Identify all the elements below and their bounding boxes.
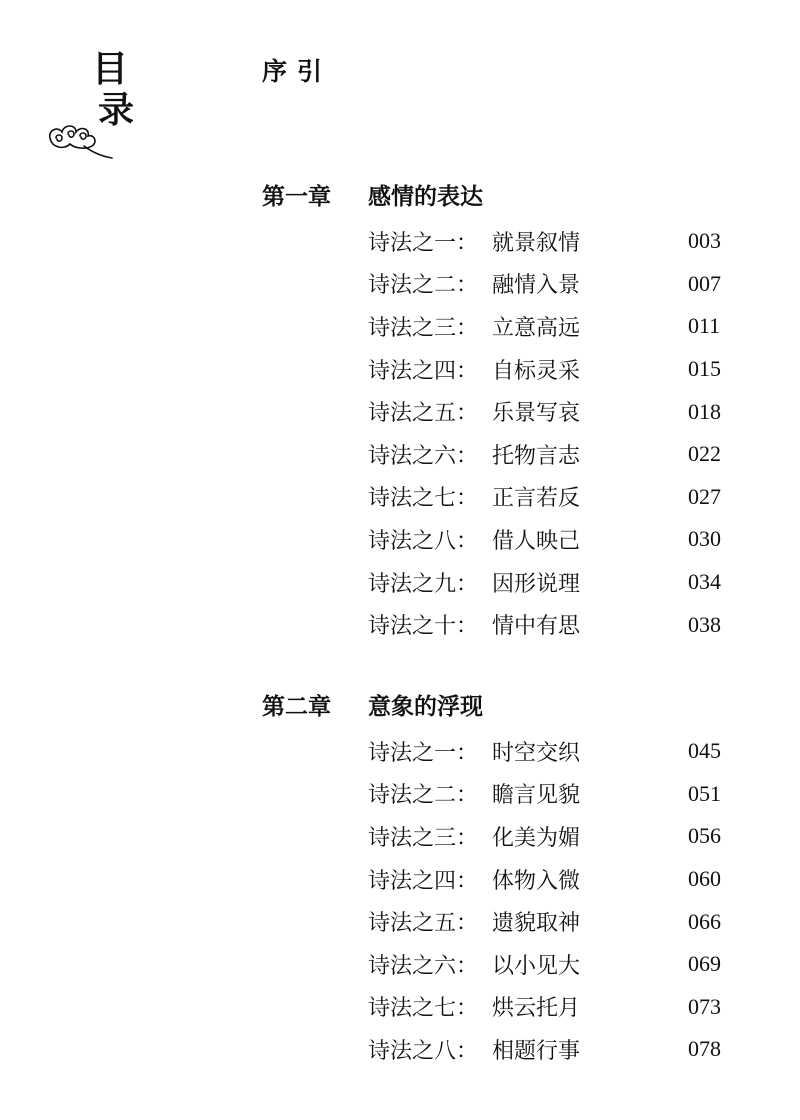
entry-method: 诗法之九： (368, 571, 479, 597)
preface-heading: 序引 (262, 57, 333, 86)
entry-method: 诗法之六： (368, 443, 479, 469)
entry-title: 因形说理 (492, 571, 581, 597)
toc-entry (262, 263, 762, 306)
toc-entry (262, 390, 762, 433)
chapter-title: 感情的表达 (368, 183, 483, 210)
entry-method: 诗法之七： (368, 996, 479, 1022)
toc-entry (262, 900, 762, 943)
entry-page-number: 060 (688, 866, 721, 892)
entry-method: 诗法之十： (368, 614, 479, 640)
toc-entry (262, 561, 762, 604)
toc-entry (262, 305, 762, 348)
entry-method: 诗法之五： (368, 401, 479, 427)
entry-method: 诗法之六： (368, 953, 479, 979)
toc-entry (262, 858, 762, 901)
entry-method: 诗法之一： (368, 740, 479, 766)
entry-page-number: 045 (688, 738, 721, 764)
toc-entry (262, 220, 762, 263)
entry-title: 化美为媚 (492, 825, 581, 851)
entry-page-number: 078 (688, 1036, 721, 1062)
chapter-heading (262, 177, 762, 211)
entry-title: 正言若反 (492, 486, 581, 512)
entry-page-number: 056 (688, 823, 721, 849)
toc-side-title-char-2: 录 (98, 90, 135, 131)
entry-title: 自标灵采 (492, 358, 581, 384)
entry-page-number: 018 (688, 398, 721, 424)
entry-page-number: 027 (688, 483, 721, 509)
entry-title: 就景叙情 (492, 230, 581, 256)
chapter-heading (262, 687, 762, 721)
toc-entry (262, 433, 762, 476)
entry-page-number: 015 (688, 356, 721, 382)
toc-side-title-char-1: 目 (92, 49, 129, 90)
chapter-section (262, 687, 762, 1071)
entry-title: 融情入景 (492, 273, 581, 299)
toc-entry (262, 518, 762, 561)
entry-page-number: 022 (688, 441, 721, 467)
entry-title: 托物言志 (492, 443, 581, 469)
toc-entry (262, 348, 762, 391)
entry-page-number: 007 (688, 270, 721, 296)
entry-page-number: 011 (688, 313, 721, 339)
entry-method: 诗法之八： (368, 528, 479, 554)
entry-page-number: 030 (688, 526, 721, 552)
toc-entry (262, 986, 762, 1029)
entry-list (262, 220, 762, 646)
entry-method: 诗法之一： (368, 230, 479, 256)
entry-title: 乐景写哀 (492, 401, 581, 427)
entry-title: 借人映己 (492, 528, 581, 554)
entry-method: 诗法之五： (368, 911, 479, 937)
entry-method: 诗法之二： (368, 273, 479, 299)
entry-title: 体物入微 (492, 868, 581, 894)
entry-page-number: 034 (688, 569, 721, 595)
entry-method: 诗法之四： (368, 868, 479, 894)
entry-title: 烘云托月 (492, 996, 581, 1022)
chapter-label: 第一章 (262, 183, 331, 210)
chapter-section (262, 177, 762, 646)
entry-title: 立意高远 (492, 315, 581, 341)
toc-entry (262, 730, 762, 773)
entry-method: 诗法之七： (368, 486, 479, 512)
entry-page-number: 051 (688, 780, 721, 806)
entry-title: 遗貌取神 (492, 911, 581, 937)
toc-entry (262, 1028, 762, 1071)
entry-title: 瞻言见貌 (492, 783, 581, 809)
entry-method: 诗法之三： (368, 825, 479, 851)
entry-title: 相题行事 (492, 1038, 581, 1064)
entry-title: 情中有思 (492, 614, 581, 640)
entry-method: 诗法之八： (368, 1038, 479, 1064)
entry-page-number: 069 (688, 951, 721, 977)
entry-method: 诗法之四： (368, 358, 479, 384)
entry-method: 诗法之三： (368, 315, 479, 341)
entry-method: 诗法之二： (368, 783, 479, 809)
toc-entry (262, 603, 762, 646)
entry-page-number: 003 (688, 228, 721, 254)
entry-page-number: 038 (688, 611, 721, 637)
chapter-title: 意象的浮现 (368, 693, 483, 720)
toc-entry (262, 943, 762, 986)
toc-entry (262, 815, 762, 858)
entry-title: 以小见大 (492, 953, 581, 979)
toc-entry (262, 773, 762, 816)
toc-entry (262, 476, 762, 519)
chapter-label: 第二章 (262, 693, 331, 720)
entry-page-number: 073 (688, 993, 721, 1019)
entry-list (262, 730, 762, 1071)
entry-page-number: 066 (688, 908, 721, 934)
entry-title: 时空交织 (492, 740, 581, 766)
cloud-scroll-icon (44, 116, 116, 166)
